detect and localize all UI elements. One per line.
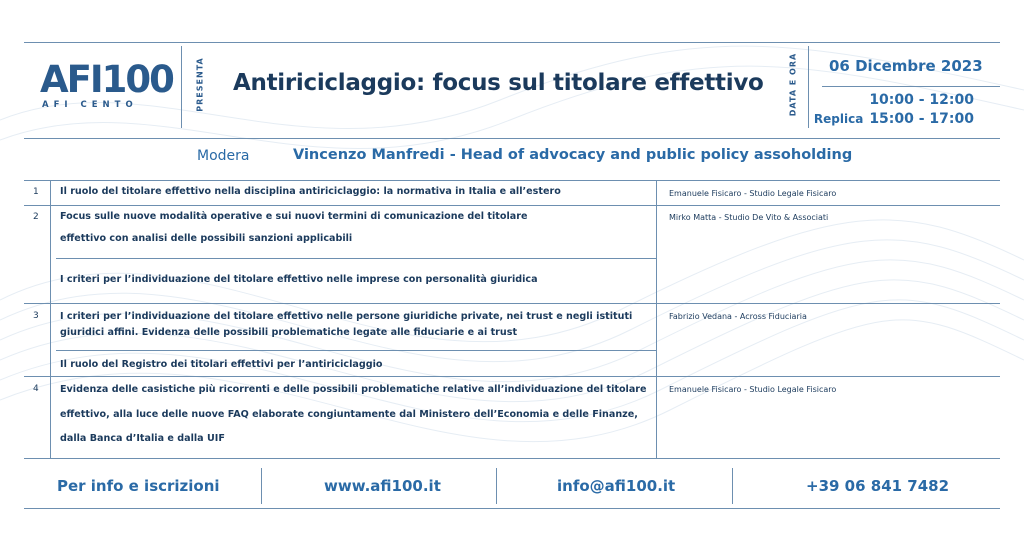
email-link[interactable]: info@afi100.it bbox=[557, 477, 676, 495]
logo-main-text: AFI100 bbox=[40, 58, 173, 101]
footer-divider bbox=[496, 468, 497, 504]
website-link[interactable]: www.afi100.it bbox=[324, 477, 441, 495]
footer-divider bbox=[261, 468, 262, 504]
subrow-divider bbox=[56, 350, 656, 351]
session-topic: dalla Banca d’Italia e dalla UIF bbox=[60, 433, 225, 444]
session-number: 1 bbox=[33, 187, 39, 197]
session-number: 4 bbox=[33, 384, 39, 394]
session-number: 2 bbox=[33, 212, 39, 222]
presenta-label: PRESENTA bbox=[195, 57, 205, 112]
replica-label: Replica bbox=[813, 112, 864, 126]
session-topic: Evidenza delle casistiche più ricorrenti e delle possibili problematiche relative all’individuazione del titolare bbox=[60, 384, 647, 395]
table-number-divider bbox=[50, 180, 51, 458]
header-bottom-line bbox=[24, 138, 1000, 139]
header-divider-right bbox=[808, 46, 809, 128]
speaker-underline bbox=[664, 205, 1000, 206]
footer-divider bbox=[732, 468, 733, 504]
table-bottom-line bbox=[24, 458, 1000, 459]
phone-number[interactable]: +39 06 841 7482 bbox=[806, 477, 950, 495]
modera-label: Modera bbox=[197, 148, 250, 164]
session-topic: I criteri per l’individuazione del titolare effettivo nelle persone giuridiche private, nei trust e negli istituti bbox=[60, 311, 633, 322]
event-date: 06 Dicembre 2023 bbox=[829, 57, 983, 75]
moderator-name: Vincenzo Manfredi - Head of advocacy and public policy assoholding bbox=[293, 147, 853, 163]
date-underline bbox=[822, 86, 1000, 87]
session-topic: Il ruolo del Registro dei titolari effettivi per l’antiriciclaggio bbox=[60, 359, 383, 370]
data-ora-label: DATA E ORA bbox=[788, 52, 798, 117]
session-speaker: Emanuele Fisicaro - Studio Legale Fisicaro bbox=[669, 385, 837, 394]
event-time: 10:00 - 12:00 bbox=[869, 92, 974, 108]
table-top-line bbox=[24, 180, 1000, 181]
afi100-logo bbox=[40, 58, 173, 115]
session-speaker: Emanuele Fisicaro - Studio Legale Fisicaro bbox=[669, 189, 837, 198]
event-replica-time bbox=[814, 111, 974, 127]
header-top-line bbox=[24, 42, 1000, 43]
session-topic: Il ruolo del titolare effettivo nella disciplina antiriciclaggio: la normativa in Italia e all’estero bbox=[60, 186, 561, 197]
footer-bottom-line bbox=[24, 508, 1000, 509]
footer-info-label: Per info e iscrizioni bbox=[57, 477, 220, 495]
event-title: Antiriciclaggio: focus sul titolare effettivo bbox=[233, 70, 764, 96]
replica-time-value: 15:00 - 17:00 bbox=[869, 111, 974, 127]
session-topic: effettivo, alla luce delle nuove FAQ elaborate congiuntamente dal Ministero dell’Economia e delle Finanze, bbox=[60, 409, 638, 420]
session-topic: giuridici affini. Evidenza delle possibili problematiche legate alle fiduciarie e ai trust bbox=[60, 327, 518, 338]
session-topic: I criteri per l’individuazione del titolare effettivo nelle imprese con personalità giuridica bbox=[60, 274, 538, 285]
table-speaker-divider bbox=[656, 180, 657, 458]
session-topic: Focus sulle nuove modalità operative e sui nuovi termini di comunicazione del titolare bbox=[60, 211, 528, 222]
session-topic: effettivo con analisi delle possibili sanzioni applicabili bbox=[60, 233, 353, 244]
subrow-divider bbox=[56, 258, 656, 259]
session-speaker: Fabrizio Vedana - Across Fiduciaria bbox=[669, 312, 807, 321]
logo-sub-text: AFI CENTO bbox=[42, 100, 138, 110]
session-speaker: Mirko Matta - Studio De Vito & Associati bbox=[669, 213, 829, 222]
row-divider bbox=[24, 303, 1000, 304]
header-divider-left bbox=[181, 46, 182, 128]
session-number: 3 bbox=[33, 311, 39, 321]
row-divider bbox=[24, 376, 1000, 377]
